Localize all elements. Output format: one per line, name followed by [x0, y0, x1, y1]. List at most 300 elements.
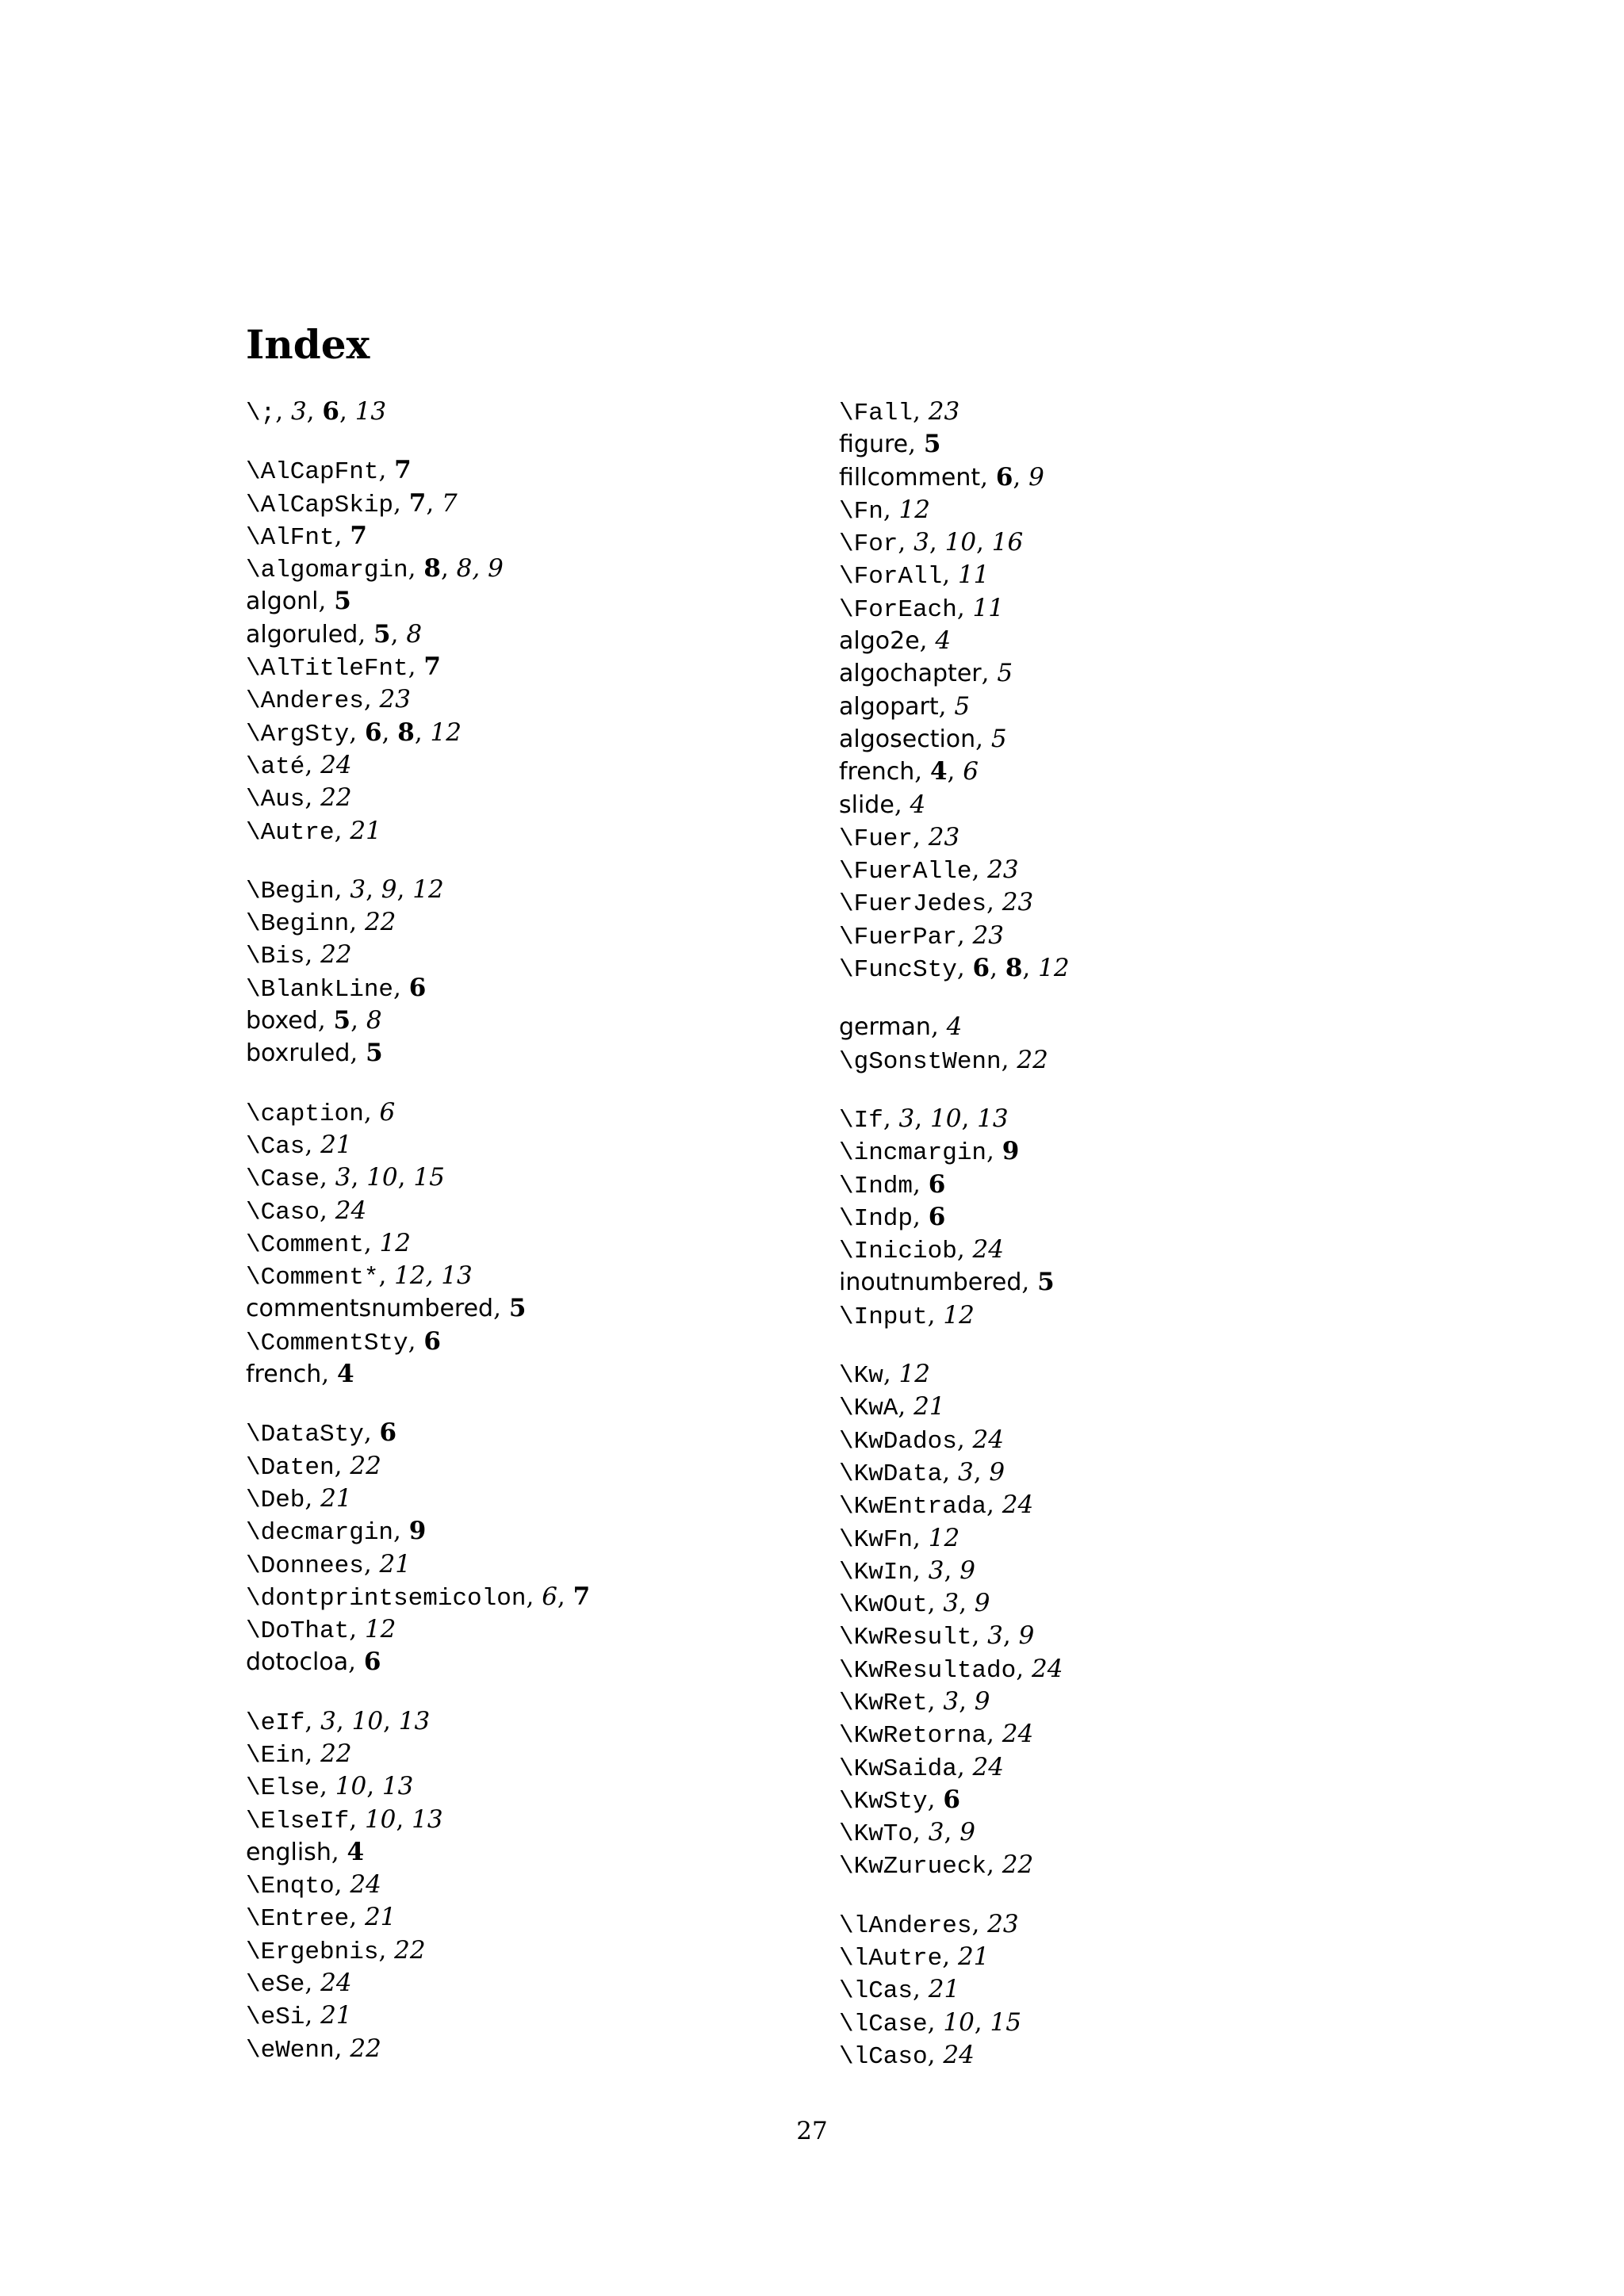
index-term: \ForAll — [839, 563, 943, 591]
index-page-ref[interactable]: 22 — [364, 908, 396, 937]
index-entry — [839, 722, 1410, 755]
index-separator: , — [927, 2040, 944, 2069]
index-separator: , — [408, 652, 424, 682]
index-term: \Bis — [246, 943, 305, 971]
index-page-ref[interactable]: 5 — [334, 587, 351, 616]
index-term: \Begin — [246, 877, 335, 905]
index-entry — [246, 1934, 817, 1966]
index-separator: , — [927, 1300, 944, 1330]
index-term: \KwOut — [839, 1591, 928, 1620]
index-separator: , — [393, 488, 409, 518]
index-entry — [839, 755, 1410, 787]
index-separator: , — [493, 1294, 509, 1323]
index-separator: , — [331, 1837, 347, 1866]
index-separator: , — [913, 1202, 929, 1231]
index-page-ref[interactable]: 4 — [910, 790, 926, 819]
index-page-ref[interactable]: 9 — [959, 1818, 975, 1847]
index-page-ref[interactable]: 11 — [957, 561, 990, 590]
index-letter-group — [246, 453, 817, 847]
index-page-ref[interactable]: 6 — [963, 757, 979, 786]
index-page-ref[interactable]: 4 — [935, 626, 952, 656]
index-separator: , — [396, 1804, 412, 1834]
index-page-ref[interactable]: 10 — [944, 528, 977, 557]
index-term: \algomargin — [246, 557, 408, 585]
index-term: \lCaso — [839, 2042, 928, 2071]
index-page-ref[interactable]: 6 — [928, 1202, 946, 1231]
index-page-ref[interactable]: 16 — [991, 528, 1024, 557]
index-entry — [839, 1521, 1410, 1554]
index-entry — [839, 1652, 1410, 1685]
index-page-ref[interactable]: 5 — [333, 1006, 351, 1035]
index-separator: , — [981, 659, 998, 688]
index-page-ref[interactable]: 6 — [363, 1647, 381, 1677]
index-page-ref[interactable]: 5 — [997, 659, 1013, 688]
index-page-ref[interactable]: 9 — [381, 874, 397, 904]
index-page-ref[interactable]: 3 — [320, 1706, 336, 1735]
index-page-ref[interactable]: 22 — [350, 2034, 381, 2063]
index-entry — [839, 690, 1410, 722]
index-page-ref[interactable]: 5 — [1037, 1268, 1055, 1297]
index-page-ref[interactable]: 24 — [972, 1752, 1004, 1781]
index-separator: , — [426, 488, 442, 518]
index-page-ref[interactable]: 8 — [1005, 954, 1023, 983]
index-page-ref[interactable]: 21 — [928, 1975, 960, 2004]
index-page-ref[interactable]: 11 — [972, 593, 1004, 622]
index-page-ref[interactable]: 24 — [1002, 1720, 1034, 1749]
index-entry — [246, 905, 817, 938]
index-page-ref[interactable]: 4 — [347, 1837, 365, 1866]
index-page-ref[interactable]: 13 — [354, 397, 387, 426]
index-separator: , — [396, 874, 413, 904]
index-page-ref[interactable]: 3 — [928, 1556, 944, 1585]
index-separator: , — [304, 2001, 321, 2030]
index-page-ref[interactable]: 23 — [928, 397, 960, 426]
index-separator: , — [378, 1935, 395, 1965]
index-separator: , — [956, 1752, 973, 1781]
index-separator: , — [393, 973, 409, 1002]
index-page-ref[interactable]: 6 — [943, 1785, 960, 1814]
index-separator: , — [971, 1909, 988, 1938]
index-page-ref[interactable]: 3 — [928, 1818, 944, 1847]
index-entry — [839, 1619, 1410, 1651]
index-page-ref[interactable]: 3 — [943, 1589, 959, 1618]
index-entry — [839, 1908, 1410, 1940]
index-term: algopart — [839, 692, 939, 721]
index-page-ref[interactable]: 3 — [898, 1104, 915, 1133]
index-term: algo2e — [839, 627, 920, 656]
index-separator: , — [913, 1818, 929, 1847]
index-term: \Ein — [246, 1741, 305, 1770]
index-separator: , — [334, 1451, 350, 1480]
index-entry — [246, 971, 817, 1004]
index-page-ref[interactable]: 22 — [350, 1451, 381, 1480]
index-page-ref[interactable]: 8, 9 — [456, 554, 504, 584]
index-separator: , — [1021, 1268, 1038, 1297]
index-page-ref[interactable]: 10 — [335, 1772, 367, 1801]
index-term: \Caso — [246, 1198, 320, 1226]
index-page-ref[interactable]: 7 — [408, 488, 427, 518]
index-letter-group — [839, 1010, 1410, 1076]
index-term: \; — [246, 400, 276, 427]
index-page-ref[interactable]: 9 — [1018, 1621, 1035, 1651]
index-separator: , — [275, 397, 291, 426]
index-page-ref[interactable]: 12 — [898, 495, 930, 524]
index-page-ref[interactable]: 10 — [351, 1706, 384, 1735]
index-separator: , — [956, 1425, 973, 1454]
index-page-ref[interactable]: 24 — [335, 1196, 367, 1225]
index-separator: , — [929, 528, 945, 557]
index-entry — [246, 1999, 817, 2031]
index-term: \Anderes — [246, 687, 364, 716]
index-term: \Donnees — [246, 1552, 364, 1580]
index-entry — [839, 1848, 1410, 1881]
index-page-ref[interactable]: 3 — [290, 397, 307, 426]
index-page-ref[interactable]: 22 — [320, 1739, 352, 1768]
index-separator: , — [986, 888, 1002, 917]
index-page-ref[interactable]: 8 — [397, 718, 415, 747]
index-page-ref[interactable]: 12 — [1038, 954, 1070, 983]
index-entry — [839, 1685, 1410, 1717]
index-letter-group — [839, 1908, 1410, 2071]
index-term: \eSe — [246, 1971, 305, 1999]
index-separator: , — [363, 685, 380, 714]
index-separator: , — [1001, 1045, 1017, 1074]
index-page-ref[interactable]: 21 — [364, 1903, 396, 1932]
index-page-ref[interactable]: 15 — [413, 1163, 445, 1192]
index-page-ref[interactable]: 4 — [929, 757, 948, 786]
index-page-ref[interactable]: 5 — [366, 1039, 383, 1068]
index-term: \Fall — [839, 400, 914, 427]
index-separator: , — [304, 783, 321, 813]
index-separator: , — [349, 1903, 365, 1932]
index-separator: , — [986, 1137, 1002, 1166]
index-term: \Autre — [246, 818, 335, 847]
index-entry — [246, 487, 817, 519]
index-page-ref[interactable]: 5 — [373, 619, 391, 649]
index-page-ref[interactable]: 13 — [398, 1706, 431, 1735]
index-term: \For — [839, 530, 898, 559]
index-column-right — [839, 395, 1410, 2097]
index-page-ref[interactable]: 15 — [990, 2007, 1021, 2037]
index-page-ref[interactable]: 5 — [954, 691, 971, 721]
index-entry — [839, 461, 1410, 493]
index-page-ref[interactable]: 23 — [987, 855, 1019, 885]
index-separator: , — [942, 1942, 958, 1972]
index-term: \dontprintsemicolon — [246, 1584, 527, 1613]
index-entry — [839, 1423, 1410, 1456]
index-separator: , — [321, 1360, 337, 1389]
index-page-ref[interactable]: 12 — [943, 1300, 975, 1330]
index-entry — [839, 1751, 1410, 1783]
index-separator: , — [334, 1870, 350, 1900]
index-separator: , — [914, 757, 930, 786]
index-page-ref[interactable]: 6 — [364, 718, 382, 747]
index-separator: , — [944, 1818, 960, 1847]
index-page-ref[interactable]: 12 — [928, 1523, 960, 1552]
index-page-ref[interactable]: 9 — [974, 1686, 990, 1716]
index-page-ref[interactable]: 7 — [350, 521, 367, 550]
index-page-ref[interactable]: 4 — [336, 1360, 354, 1389]
index-entry — [839, 1299, 1410, 1331]
index-page-ref[interactable]: 22 — [320, 940, 352, 970]
index-entry — [246, 1325, 817, 1357]
index-separator: , — [306, 397, 323, 426]
index-separator: , — [973, 1457, 990, 1487]
index-term: \Case — [246, 1165, 320, 1194]
index-term: \Iniciob — [839, 1238, 957, 1266]
index-entry — [839, 1102, 1410, 1135]
index-letter-group — [246, 1096, 817, 1391]
index-separator: , — [986, 1850, 1002, 1880]
index-page-ref[interactable]: 9 — [959, 1556, 975, 1585]
index-separator: , — [986, 1490, 1002, 1520]
index-page-ref[interactable]: 8 — [423, 554, 441, 584]
index-term: \DataSty — [246, 1421, 364, 1449]
index-page-ref[interactable]: 21 — [320, 2001, 352, 2030]
index-page-ref[interactable]: 7 — [394, 456, 412, 485]
index-page-ref[interactable]: 10 — [366, 1163, 398, 1192]
index-entry — [839, 1783, 1410, 1816]
index-separator: , — [971, 855, 988, 885]
index-separator: , — [334, 2034, 350, 2063]
index-entry — [839, 493, 1410, 526]
index-page-ref[interactable]: 24 — [1031, 1654, 1063, 1683]
index-term: algonl — [246, 587, 319, 616]
index-page-ref[interactable]: 12 — [430, 718, 462, 747]
index-page-ref[interactable]: 3 — [987, 1621, 1003, 1651]
index-page-ref[interactable]: 9 — [1028, 462, 1044, 492]
index-page-ref[interactable]: 12 — [412, 874, 444, 904]
index-entry — [246, 1900, 817, 1933]
index-term: \KwEntrada — [839, 1493, 987, 1521]
index-page-ref[interactable]: 24 — [320, 1969, 352, 1998]
index-page-ref[interactable]: 23 — [928, 822, 960, 851]
index-column-left — [246, 395, 817, 2091]
index-page-ref[interactable]: 24 — [972, 1425, 1004, 1454]
index-page-ref[interactable]: 3 — [350, 874, 366, 904]
index-term: \Deb — [246, 1486, 305, 1514]
index-page-ref[interactable]: 13 — [412, 1804, 443, 1834]
index-page-ref[interactable]: 6 — [928, 1169, 946, 1199]
index-page-ref[interactable]: 5 — [923, 430, 941, 459]
index-page-ref[interactable]: 24 — [320, 750, 352, 779]
index-term: algosection — [839, 725, 976, 753]
index-page-ref[interactable]: 24 — [350, 1870, 381, 1900]
index-term: \Entree — [246, 1905, 350, 1934]
index-entry — [839, 1135, 1410, 1167]
index-entry — [246, 1835, 817, 1868]
index-separator: , — [986, 1720, 1002, 1749]
index-page-ref[interactable]: 21 — [379, 1549, 411, 1578]
index-entry — [246, 1161, 817, 1193]
index-term: \AlCapFnt — [246, 458, 379, 487]
index-separator: , — [363, 1228, 380, 1257]
index-separator: , — [990, 954, 1005, 983]
index-term: \KwResult — [839, 1624, 972, 1652]
index-entry — [246, 1096, 817, 1128]
index-page-ref[interactable]: 6 — [972, 954, 990, 983]
index-page-ref[interactable]: 8 — [406, 619, 423, 649]
index-separator: , — [334, 816, 350, 845]
index-separator: , — [898, 1392, 914, 1422]
index-term: \eIf — [246, 1709, 305, 1737]
index-entry — [246, 1514, 817, 1547]
index-term: \eSi — [246, 2003, 305, 2032]
index-page-ref[interactable]: 13 — [977, 1104, 1009, 1133]
index-separator: , — [414, 718, 431, 747]
index-page-ref[interactable]: 10 — [364, 1804, 396, 1834]
index-term: \lCas — [839, 1977, 914, 2006]
index-entry — [839, 656, 1410, 689]
index-page-ref[interactable]: 6 — [322, 397, 339, 426]
index-page-ref[interactable]: 23 — [972, 920, 1004, 950]
index-page-ref[interactable]: 5 — [990, 724, 1007, 753]
index-page-ref[interactable]: 6 — [379, 1418, 397, 1448]
index-term: \lCase — [839, 2010, 928, 2038]
index-separator: , — [919, 626, 936, 656]
index-page-ref[interactable]: 9 — [989, 1457, 1005, 1487]
index-page-ref[interactable]: 21 — [350, 816, 381, 845]
index-term: boxed — [246, 1007, 318, 1035]
index-page-ref[interactable]: 24 — [972, 1235, 1004, 1265]
index-term: \FuerJedes — [839, 890, 987, 919]
index-page-ref[interactable]: 21 — [914, 1392, 945, 1422]
index-term: \Input — [839, 1303, 928, 1331]
index-entry — [246, 618, 817, 650]
index-entry — [839, 591, 1410, 624]
index-page-ref[interactable]: 6 — [379, 1097, 396, 1127]
index-entry — [246, 2032, 817, 2064]
index-letter-group — [246, 395, 817, 427]
index-separator: , — [320, 1163, 335, 1192]
index-term: \FuerPar — [839, 923, 957, 951]
index-page-ref[interactable]: 3 — [957, 1457, 974, 1487]
index-page-ref[interactable]: 24 — [943, 2040, 975, 2069]
index-page-ref[interactable]: 12, 13 — [394, 1261, 473, 1291]
index-separator: , — [334, 521, 350, 550]
index-page-ref[interactable]: 23 — [1002, 888, 1034, 917]
index-term: \gSonstWenn — [839, 1047, 1002, 1076]
page-number: 27 — [796, 2117, 828, 2145]
index-separator: , — [378, 1261, 395, 1291]
index-separator: , — [898, 528, 914, 557]
index-page-ref[interactable]: 9 — [974, 1589, 990, 1618]
index-entry — [839, 558, 1410, 591]
index-page-ref[interactable]: 6 — [542, 1582, 557, 1611]
index-page-ref[interactable]: 21 — [320, 1130, 352, 1159]
index-page-ref[interactable]: 7 — [423, 652, 441, 682]
index-page-ref[interactable]: 12 — [379, 1228, 411, 1257]
index-term: \Indp — [839, 1204, 914, 1233]
index-entry — [839, 821, 1410, 853]
index-separator: , — [350, 1039, 366, 1068]
index-separator: , — [304, 1483, 321, 1513]
index-term: \KwSaida — [839, 1755, 957, 1783]
index-entry — [246, 873, 817, 905]
index-page-ref[interactable]: 9 — [1002, 1137, 1020, 1166]
index-entry — [839, 1265, 1410, 1298]
index-separator: , — [304, 1739, 321, 1768]
index-page-ref[interactable]: 22 — [1002, 1850, 1034, 1880]
index-entry — [246, 1613, 817, 1645]
index-term: \AlTitleFnt — [246, 655, 408, 683]
index-term: german — [839, 1013, 931, 1042]
index-separator: , — [366, 1772, 382, 1801]
index-term: algoruled — [246, 620, 358, 649]
index-page-ref[interactable]: 10 — [943, 2007, 975, 2037]
index-entry — [839, 788, 1410, 821]
index-page-ref[interactable]: 21 — [320, 1483, 352, 1513]
index-page-ref[interactable]: 3 — [335, 1163, 351, 1192]
index-entry — [246, 1194, 817, 1226]
index-page-ref[interactable]: 22 — [394, 1935, 426, 1965]
index-separator: , — [557, 1582, 573, 1611]
index-page-ref[interactable]: 6 — [995, 462, 1013, 492]
index-separator: , — [408, 1326, 424, 1356]
index-page-ref[interactable]: 8 — [366, 1006, 382, 1035]
index-entry — [246, 683, 817, 715]
index-page-ref[interactable]: 23 — [987, 1909, 1019, 1938]
index-separator: , — [363, 1097, 380, 1127]
index-page-ref[interactable]: 4 — [946, 1012, 963, 1042]
index-term: \AlFnt — [246, 523, 335, 552]
index-separator: , — [980, 462, 996, 492]
index-entry — [246, 1226, 817, 1259]
index-entry — [246, 1868, 817, 1900]
index-separator: , — [349, 1804, 365, 1834]
index-separator: , — [1013, 462, 1029, 492]
index-page-ref[interactable]: 24 — [1002, 1490, 1034, 1520]
index-separator: , — [913, 1556, 929, 1585]
index-page-ref[interactable]: 13 — [381, 1772, 414, 1801]
index-entry — [839, 1233, 1410, 1265]
index-entry — [839, 853, 1410, 886]
index-term: commentsnumbered — [246, 1295, 494, 1323]
index-separator: , — [913, 1169, 929, 1199]
index-letter-group — [246, 1705, 817, 2064]
index-page-ref[interactable]: 7 — [573, 1582, 591, 1611]
index-entry — [246, 716, 817, 748]
index-term: \KwRet — [839, 1689, 928, 1717]
index-page-ref[interactable]: 3 — [914, 528, 929, 557]
index-separator: , — [914, 1104, 930, 1133]
index-page-ref[interactable]: 12 — [898, 1360, 930, 1389]
index-page-ref[interactable]: 21 — [957, 1942, 990, 1972]
index-page-ref[interactable]: 6 — [408, 973, 427, 1002]
index-page-ref[interactable]: 6 — [423, 1326, 441, 1356]
index-separator: , — [304, 1706, 321, 1735]
index-separator: , — [913, 1975, 929, 2004]
index-page-ref[interactable]: 12 — [364, 1615, 396, 1644]
index-page-ref[interactable]: 23 — [379, 685, 411, 714]
index-entry — [246, 453, 817, 486]
index-entry — [246, 395, 817, 427]
index-page-ref[interactable]: 9 — [408, 1517, 427, 1546]
index-entry — [839, 1357, 1410, 1390]
index-entry — [839, 526, 1410, 558]
index-page-ref[interactable]: 3 — [943, 1686, 959, 1716]
index-entry — [839, 2006, 1410, 2038]
index-letter-group — [839, 395, 1410, 984]
index-page-ref[interactable]: 5 — [508, 1294, 527, 1323]
index-page-ref[interactable]: 7 — [442, 488, 458, 518]
index-page-ref[interactable]: 10 — [929, 1104, 962, 1133]
index-separator: , — [393, 1517, 409, 1546]
index-page-ref[interactable]: 22 — [320, 783, 352, 813]
index-entry — [246, 1737, 817, 1770]
index-page-ref[interactable]: 22 — [1017, 1045, 1048, 1074]
index-separator: , — [339, 397, 355, 426]
